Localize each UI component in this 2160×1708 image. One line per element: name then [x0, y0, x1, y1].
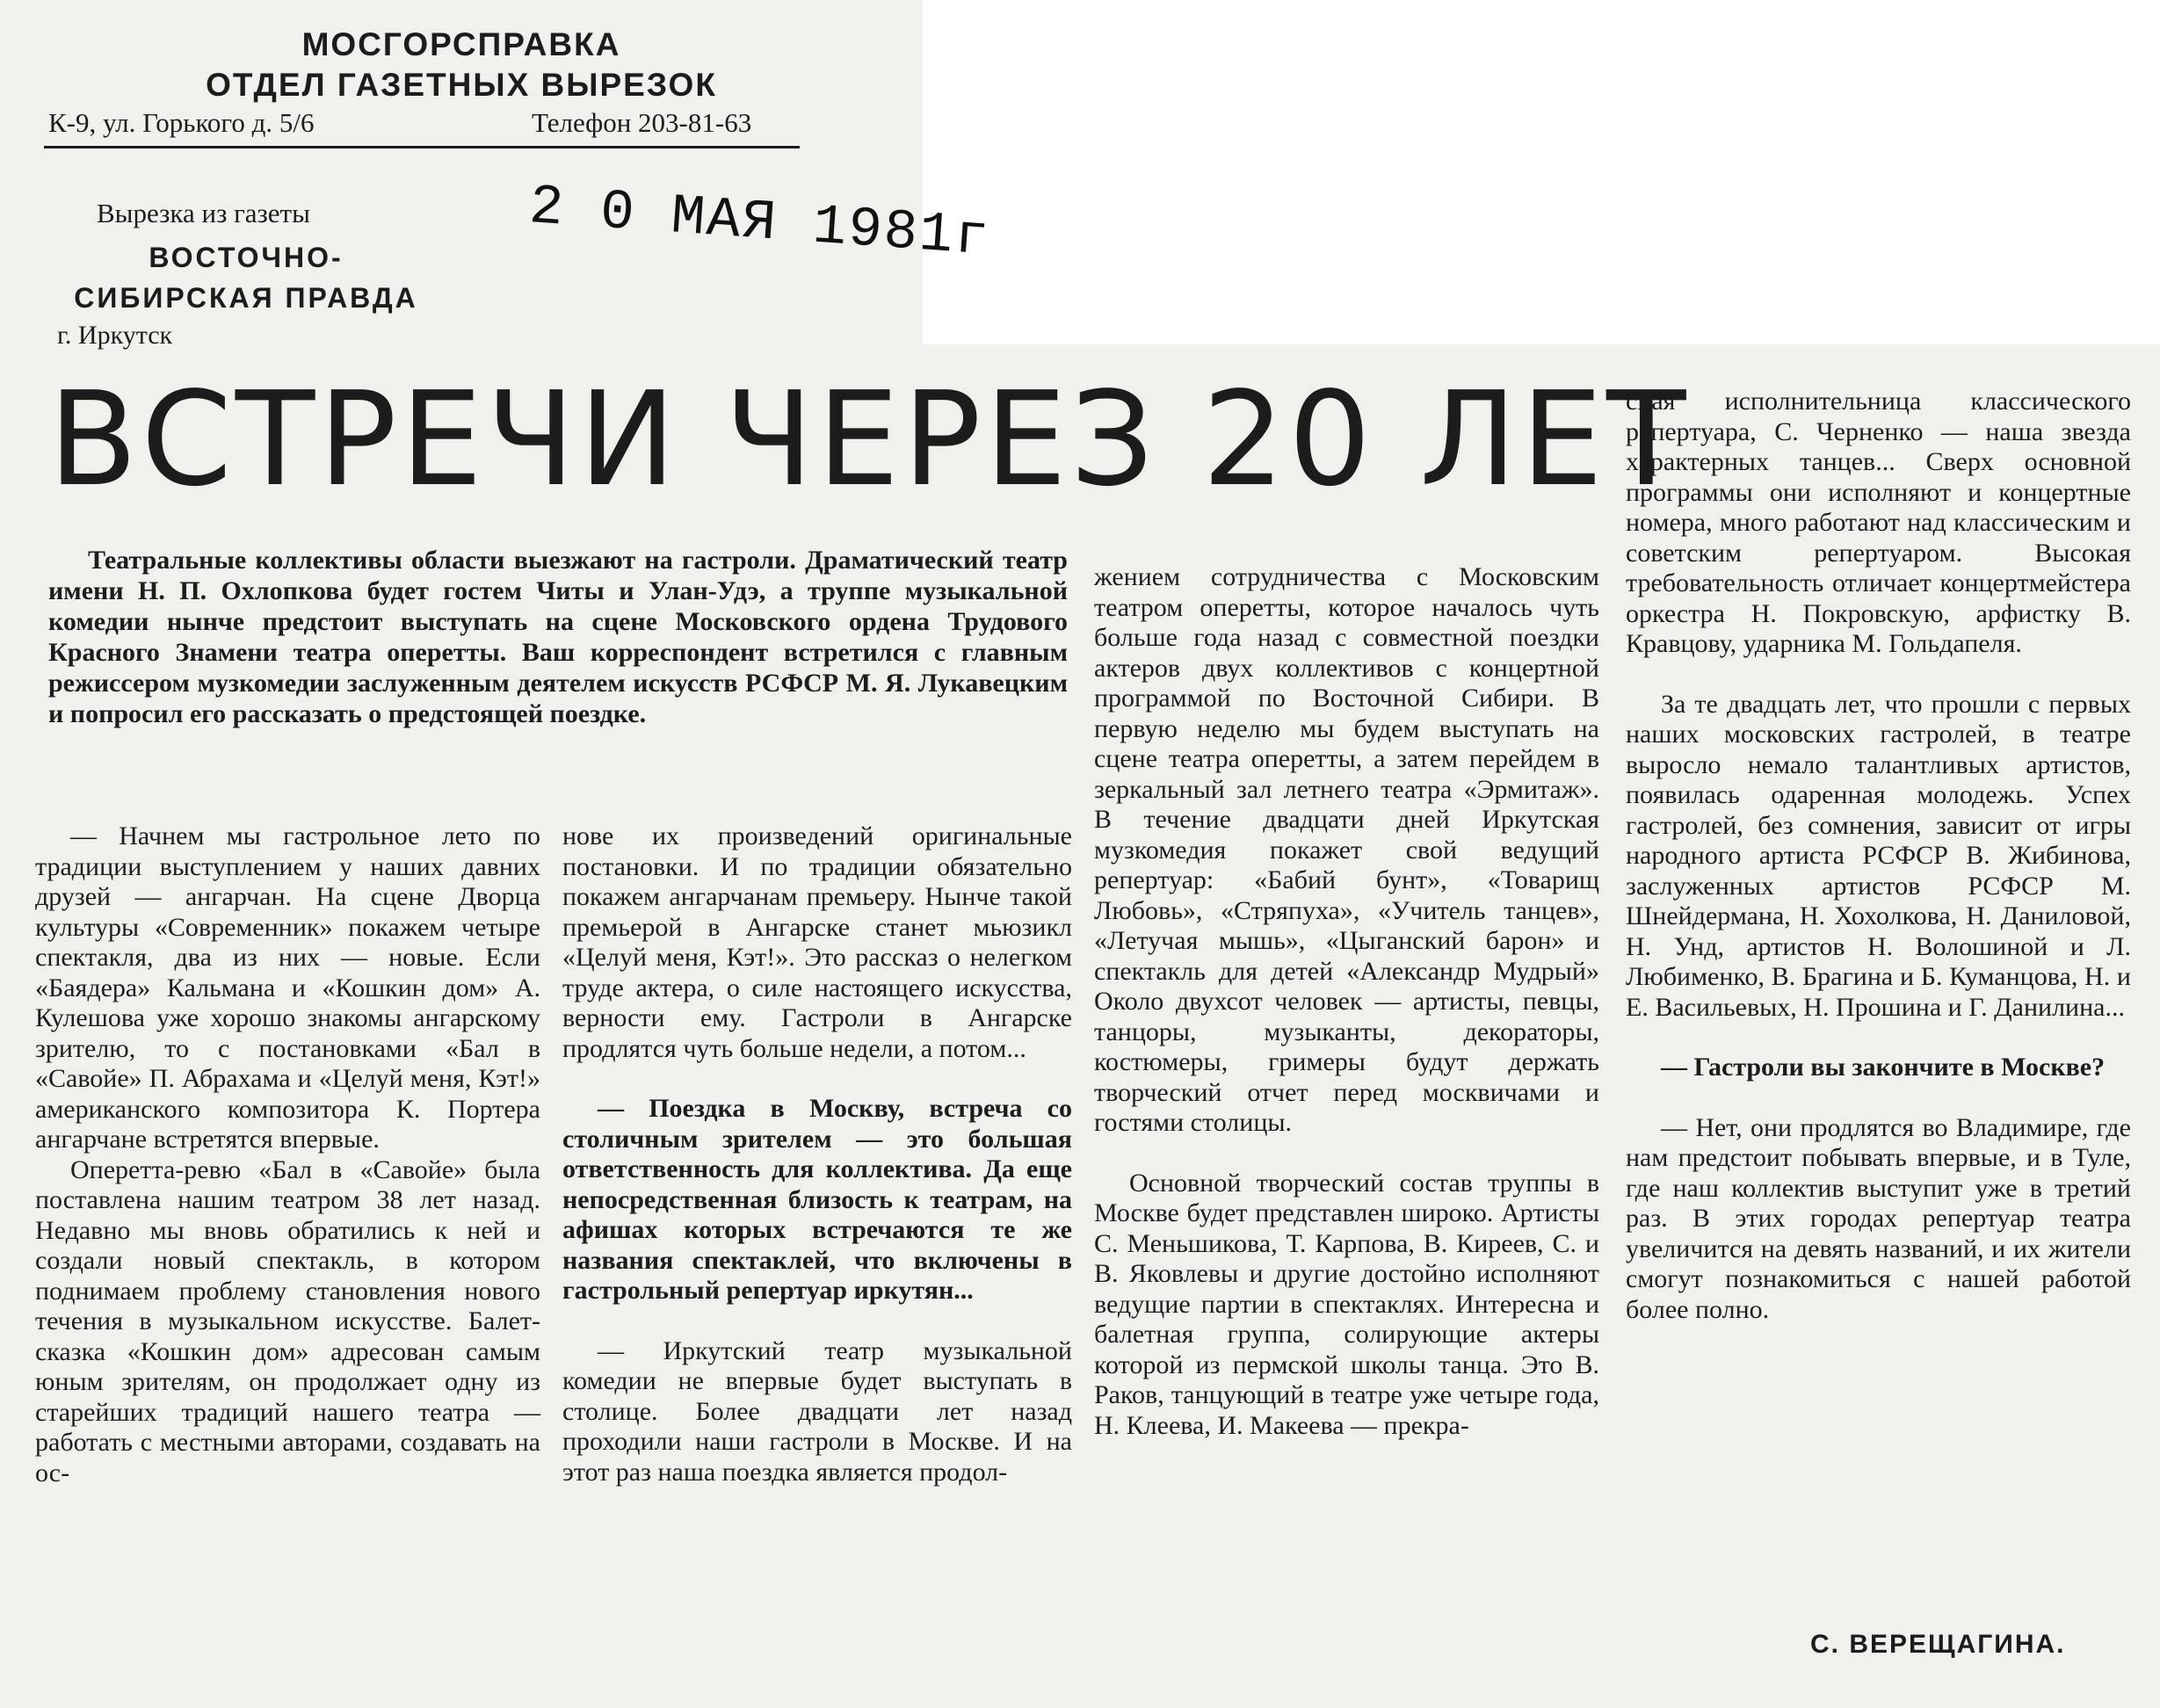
paragraph-gap	[562, 1064, 1072, 1094]
header-divider	[44, 146, 800, 148]
paragraph: Оперетта-ревю «Бал в «Савойе» была поставлена нашим театром 38 лет назад. Недавно мы вновь обратились к ней и создали новый спектакль, в котором поднимаем проблему становления нового течения в музыкальном искусстве. Балет-сказка «Кошкин дом» адресован самым юным зрителям, он продолжает одну из старейших традиций нашего театра — работать с местными авторами, создавать на ос-	[35, 1154, 540, 1487]
newspaper-name-line1: ВОСТОЧНО-	[149, 242, 344, 273]
article-column-2	[562, 821, 1072, 1487]
author-signature: С. ВЕРЕЩАГИНА.	[1810, 1630, 2066, 1659]
paragraph: — Начнем мы гастрольное лето по традиции выступлением у наших давних друзей — ангарчан. На сцене Дворца культуры «Современник» покажем четыре спектакля, два из них — новые. Если «Баядера» Кальмана и «Кошкин дом» А. Кулешова уже хорошо знакомы ангарскому зрителю, то с постановками «Бал в «Савойе» П. Абрахама и «Целуй меня, Кэт!» американского композитора К. Портера ангарчане встретятся впервые.	[35, 821, 540, 1154]
paragraph-gap	[1094, 1139, 1599, 1169]
paragraph: сная исполнительница классического репертуара, С. Черненко — наша звезда характерных танцев... Сверх основной программы они исполняют и концертные номера, много работают над классическим и советским репертуаром. Высокая требовательность отличает концертмейстера оркестра Н. Покровскую, арфистку В. Кравцову, ударника М. Гольдапеля.	[1626, 387, 2131, 658]
paragraph: жением сотрудничества с Московским театром оперетты, которое началось чуть больше года назад с совместной поездки актеров двух коллективов с концертной программой по Восточной Сибири. В первую неделю мы будем выступать на сцене театра оперетты, а затем перейдем в зеркальный зал летнего театра «Эрмитаж». В течение двадцати дней Иркутская музкомедия покажет свой ведущий репертуар: «Бабий бунт», «Товарищ Любовь», «Стряпуха», «Учитель танцев», «Летучая мышь», «Цыганский барон» и спектакль для детей «Александр Мудрый» Около двухсот человек — артисты, певцы, танцоры, музыканты, декораторы, костюмеры, гримеры будут держать творческий отчет перед москвичами и гостями столицы.	[1094, 562, 1599, 1137]
paragraph-gap	[1626, 660, 2131, 690]
article-column-4	[1626, 387, 2131, 1325]
paragraph: Основной творческий состав труппы в Москве будет представлен широко. Артисты С. Меньшикова, Т. Карпова, В. Киреев, С. и В. Яковлевы и другие достойно исполняют ведущие партии в спектаклях. Интересна и балетная группа, солирующие актеры которой из пермской школы танца. Это В. Раков, танцующий в театре уже четыре года, Н. Клеева, И. Макеева — прекра-	[1094, 1168, 1599, 1440]
paragraph: — Иркутский театр музыкальной комедии не впервые будет выступать в столице. Более двадцати лет назад проходили наши гастроли в Москве. И на этот раз наша поездка является продол-	[562, 1335, 1072, 1487]
paragraph: За те двадцать лет, что прошли с первых наших московских гастролей, в театре выросло немало талантливых артистов, появилась одаренная молодежь. Успех гастролей, без сомнения, зависит от игры народного артиста РСФСР В. Жибинова, заслуженных артистов РСФСР М. Шнейдермана, Н. Хохолкова, Н. Даниловой, Н. Унд, артистов Н. Волошиной и Л. Любименко, В. Брагина и Б. Куманцова, Н. и Е. Васильевых, Н. Прошина и Г. Данилина...	[1626, 689, 2131, 1022]
agency-name: МОСГОРСПРАВКА	[301, 26, 621, 62]
article-column-3	[1094, 562, 1599, 1441]
date-stamp: 2 0 МАЯ 1981г	[526, 176, 993, 271]
interviewer-question: — Поездка в Москву, встреча со столичным зрителем — это большая ответственность для коллектива. Да еще непосредственная близость к театрам, на афишах которых встречаются те же названия спектаклей, что включены в гастрольный репертуар иркутян...	[562, 1094, 1072, 1305]
agency-address: К-9, ул. Горького д. 5/6	[48, 107, 315, 138]
paragraph-gap	[562, 1306, 1072, 1336]
article-headline: ВСТРЕЧИ ЧЕРЕЗ 20 ЛЕТ	[48, 364, 1690, 515]
newspaper-name-line2: СИБИРСКАЯ ПРАВДА	[74, 282, 418, 314]
paragraph: нове их произведений оригинальные постановки. И по традиции обязательно покажем ангарчанам премьеру. Нынче такой премьерой в Ангарске станет мьюзикл «Целуй меня, Кэт!». Это рассказ о нелегком труде актера, о силе настоящего искусства, верности ему. Гастроли в Ангарске продлятся чуть больше недели, а потом...	[562, 821, 1072, 1063]
newspaper-city: г. Иркутск	[57, 321, 173, 350]
article-lead: Театральные коллективы области выезжают на гастроли. Драматический театр имени Н. П. Охлопкова будет гостем Читы и Улан-Удэ, а труппе музыкальной комедии нынче предстоит выступать на сцене Московского ордена Трудового Красного Знамени театра оперетты. Ваш корреспондент встретился с главным режиссером музкомедии заслуженным деятелем искусств РСФСР М. Я. Лукавецким и попросил его рассказать о предстоящей поездке.	[48, 546, 1068, 728]
paragraph-gap	[1626, 1083, 2131, 1113]
newspaper-name	[53, 237, 439, 318]
interviewer-question: — Гастроли вы закончите в Москве?	[1661, 1053, 2106, 1082]
agency-phone: Телефон 203-81-63	[532, 107, 752, 138]
article-column-1	[35, 821, 540, 1488]
clipping-label: Вырезка из газеты	[97, 198, 310, 228]
paragraph: — Нет, они продлятся во Владимире, где нам предстоит побывать впервые, и в Туле, где наш коллектив выступит уже в третий раз. В этих городах репертуар театра увеличится на девять названий, и их жители смогут познакомиться с нашей работой более полно.	[1626, 1112, 2131, 1324]
department-name: ОТДЕЛ ГАЗЕТНЫХ ВЫРЕЗОК	[206, 67, 717, 103]
paragraph-gap	[1626, 1023, 2131, 1053]
